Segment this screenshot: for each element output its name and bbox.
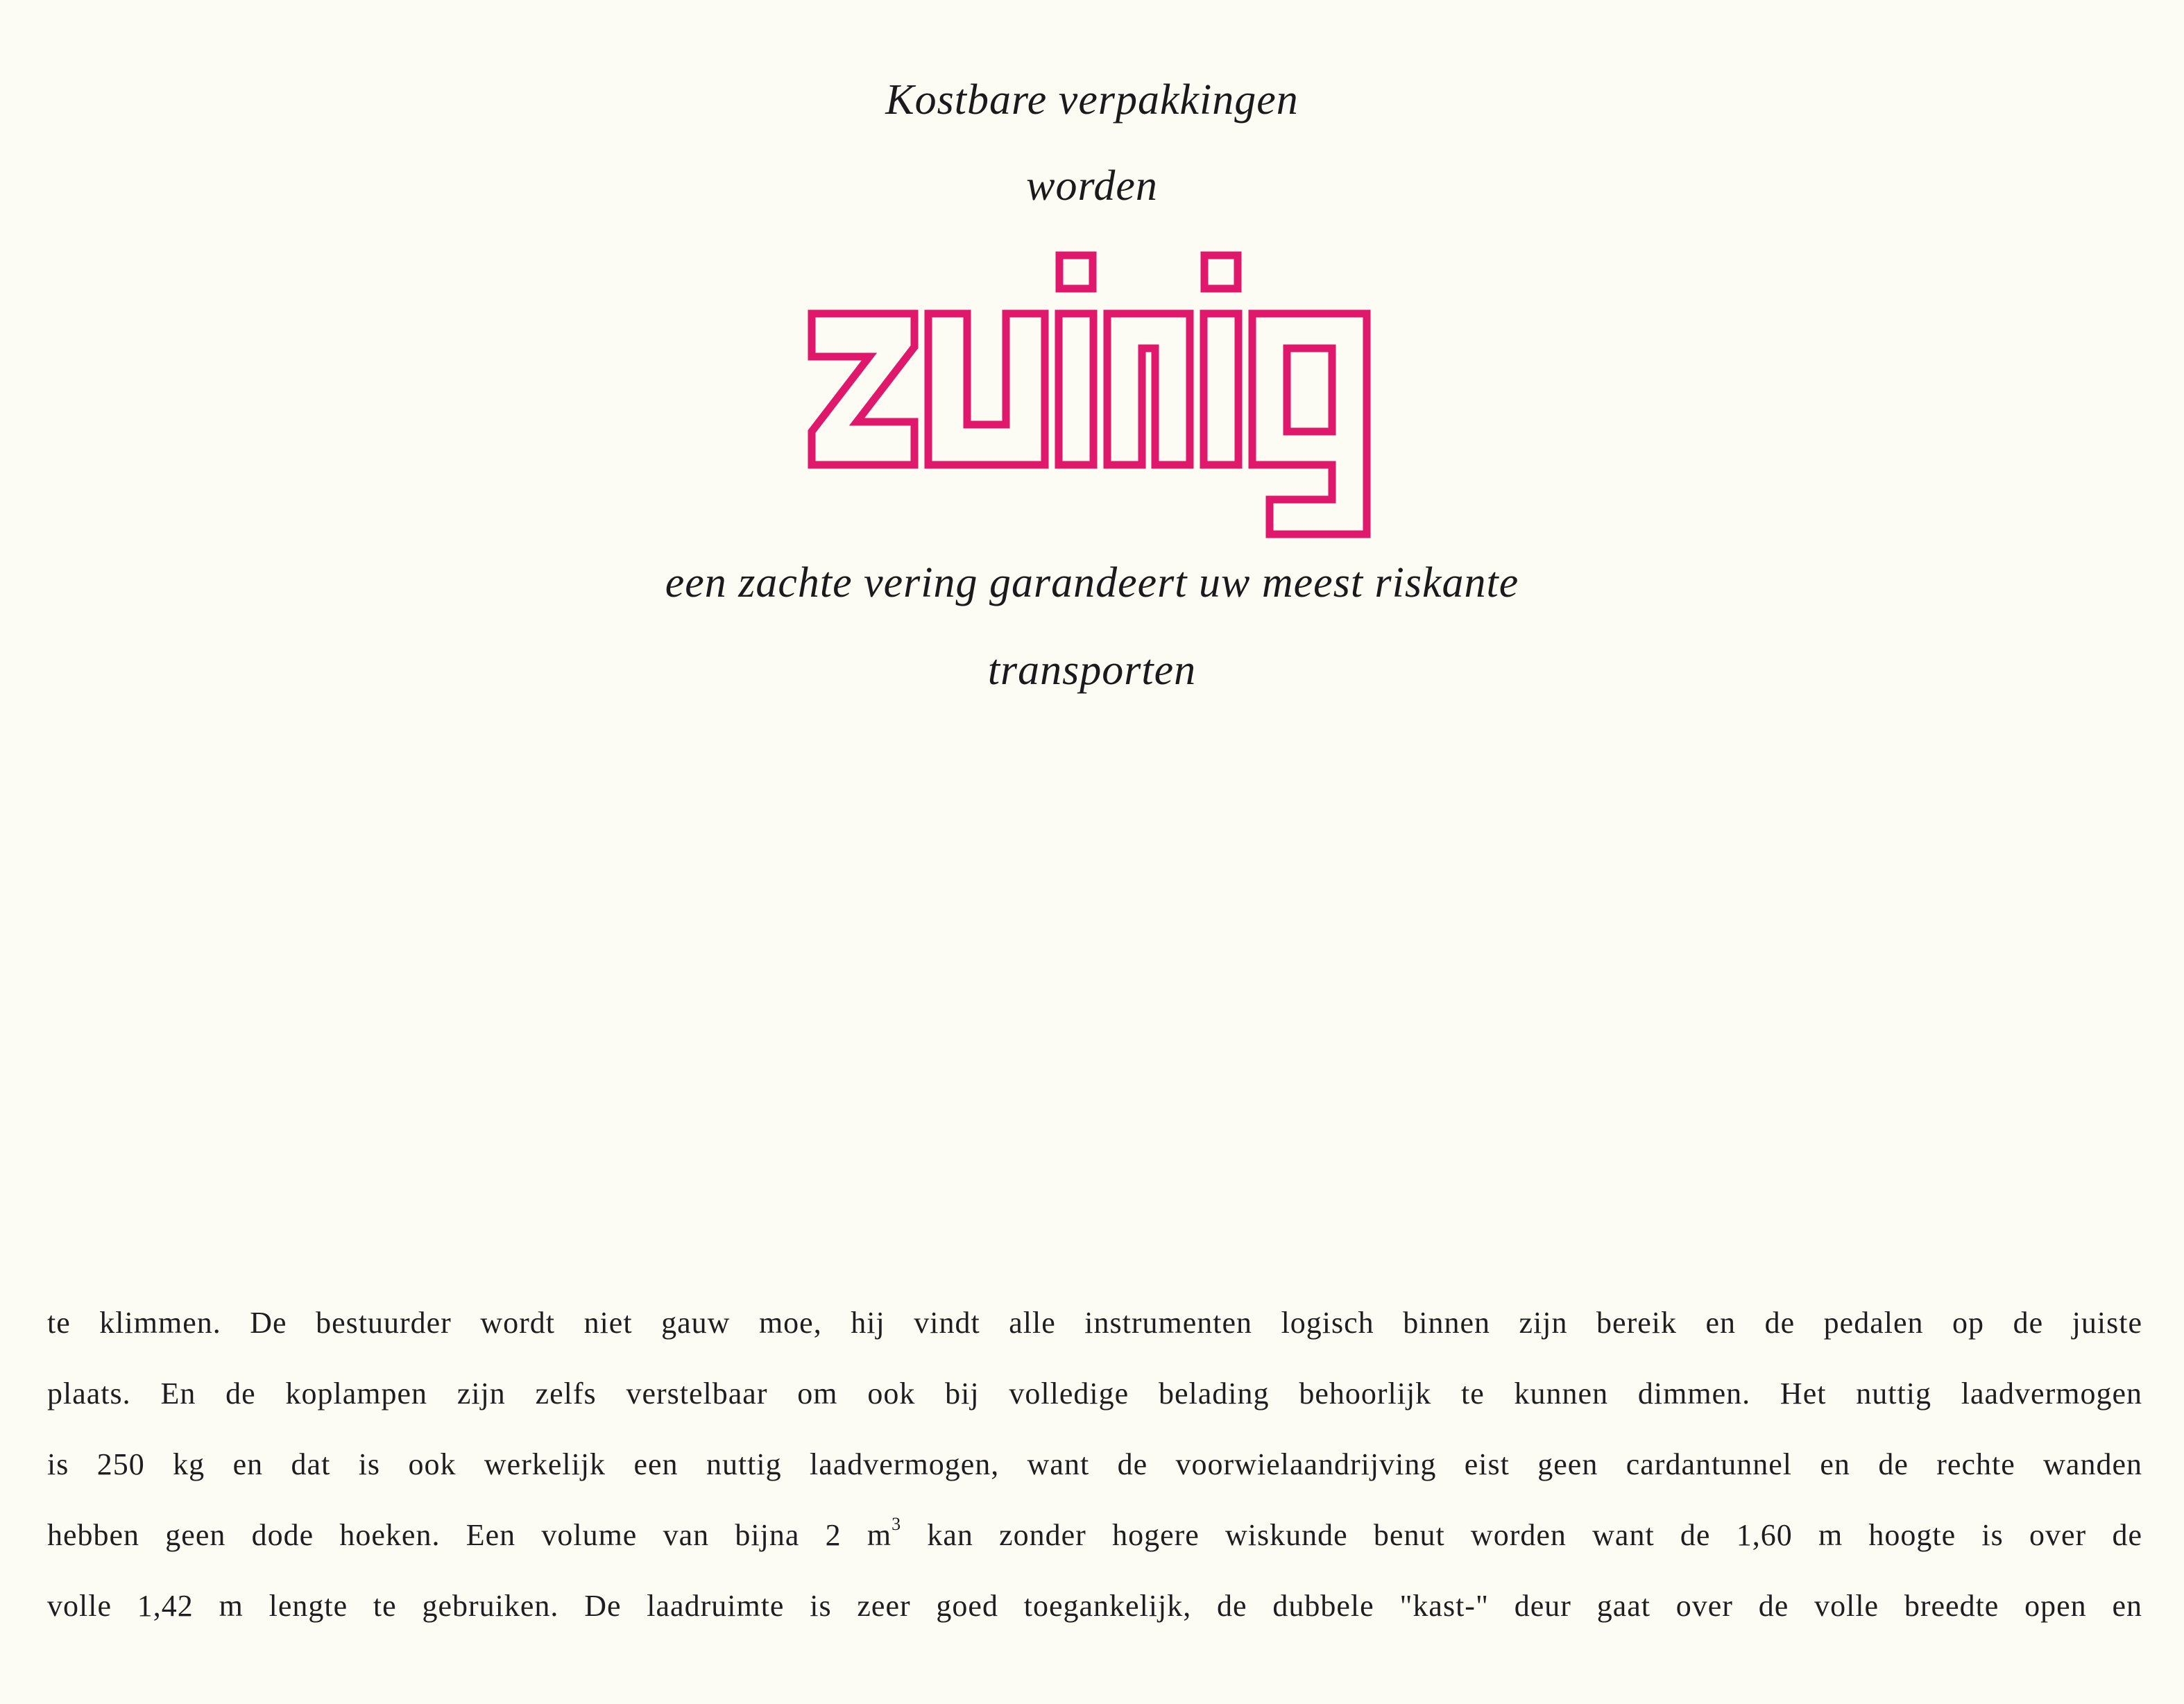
- zuinig-logo: [805, 250, 1374, 541]
- body-line-3: is 250 kg en dat is ook werkelijk een nuttig laadvermogen, want de voorwielaandrijving eist geen cardantunnel en de rechte wanden: [47, 1447, 2142, 1481]
- body-line-4: [47, 1500, 2142, 1571]
- body-line-4-before: hebben geen dode hoeken. Een volume van bijna 2 m: [47, 1518, 892, 1552]
- body-line-4-after: kan zonder hogere wiskunde benut worden want de 1,60 m hoogte is over de: [901, 1518, 2142, 1552]
- body-line-2: plaats. En de koplampen zijn zelfs verstelbaar om ook bij volledige belading behoorlijk te kunnen dimmen. Het nuttig laadvermogen: [47, 1377, 2142, 1411]
- body-paragraph: [47, 1288, 2142, 1642]
- body-line-5: volle 1,42 m lengte te gebruiken. De laadruimte is zeer goed toegankelijk, de dubbele "kast-" deur gaat over de volle breedte open en: [47, 1589, 2142, 1623]
- headline-line-2: worden: [1026, 162, 1158, 210]
- headline-line-3: een zachte vering garandeert uw meest riskante: [665, 559, 1519, 606]
- cubic-superscript: 3: [891, 1514, 902, 1534]
- body-line-1: te klimmen. De bestuurder wordt niet gauw moe, hij vindt alle instrumenten logisch binnen zijn bereik en de pedalen op de juiste: [47, 1306, 2142, 1340]
- headline-line-4: transporten: [987, 647, 1197, 694]
- headline-line-1: Kostbare verpakkingen: [885, 76, 1299, 123]
